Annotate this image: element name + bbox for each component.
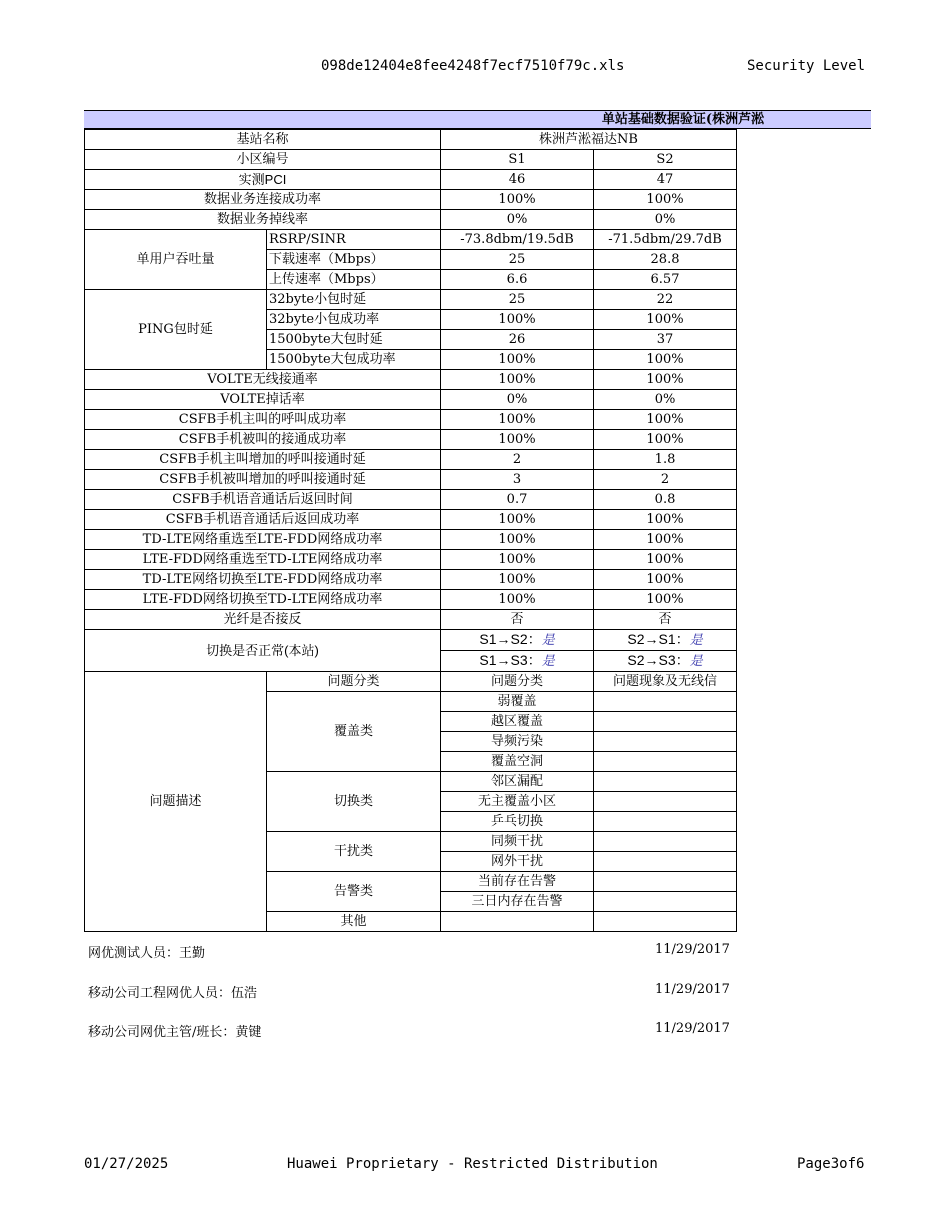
row-value-s1: 100% bbox=[441, 590, 594, 610]
signature-date: 11/29/2017 bbox=[655, 942, 730, 957]
row-label: 32byte小包成功率 bbox=[267, 310, 441, 330]
row-value-s2: 100% bbox=[594, 190, 737, 210]
row-value-s2: 0% bbox=[594, 210, 737, 230]
row-value-s2: 100% bbox=[594, 430, 737, 450]
problem-item: 邻区漏配 bbox=[441, 772, 594, 792]
problem-phenomenon-cell bbox=[594, 852, 737, 872]
signature-supervisor: 移动公司网优主管/班长：黄键 bbox=[88, 1025, 262, 1040]
table-row bbox=[85, 450, 737, 470]
table-row bbox=[85, 550, 737, 570]
table-row bbox=[85, 290, 737, 310]
row-label: 实测PCI bbox=[85, 170, 441, 190]
row-label: TD-LTE网络重选至LTE-FDD网络成功率 bbox=[85, 530, 441, 550]
problem-category: 告警类 bbox=[267, 872, 441, 912]
table-row bbox=[85, 610, 737, 630]
table-row bbox=[85, 630, 737, 651]
problem-phenomenon-cell bbox=[594, 872, 737, 892]
row-value-s1: 100% bbox=[441, 410, 594, 430]
station-label: 基站名称 bbox=[85, 130, 441, 150]
row-value-s1: 6.6 bbox=[441, 270, 594, 290]
row-label: CSFB手机被叫增加的呼叫接通时延 bbox=[85, 470, 441, 490]
problem-category: 干扰类 bbox=[267, 832, 441, 872]
row-value-s1: 25 bbox=[441, 250, 594, 270]
handover-s1-to-s2 bbox=[441, 630, 594, 651]
row-label: CSFB手机语音通话后返回时间 bbox=[85, 490, 441, 510]
problem-phenomenon-cell bbox=[594, 692, 737, 712]
table-row bbox=[85, 130, 737, 150]
row-label: LTE-FDD网络切换至TD-LTE网络成功率 bbox=[85, 590, 441, 610]
footer-page-number: Page3of6 bbox=[797, 1156, 865, 1172]
row-value-s1: 100% bbox=[441, 350, 594, 370]
table-row bbox=[85, 230, 737, 250]
table-row bbox=[85, 410, 737, 430]
row-value-s1: 0% bbox=[441, 210, 594, 230]
signature-date: 11/29/2017 bbox=[655, 1021, 730, 1036]
problem-category: 其他 bbox=[267, 912, 441, 932]
row-value-s1: 25 bbox=[441, 290, 594, 310]
problem-phenomenon-cell bbox=[594, 732, 737, 752]
cell-id-label: 小区编号 bbox=[85, 150, 441, 170]
table-row bbox=[85, 150, 737, 170]
row-value-s2: 否 bbox=[594, 610, 737, 630]
row-value-s2: 100% bbox=[594, 570, 737, 590]
table-row bbox=[85, 430, 737, 450]
row-label: 数据业务连接成功率 bbox=[85, 190, 441, 210]
table-row bbox=[85, 530, 737, 550]
row-value-s2: 100% bbox=[594, 410, 737, 430]
row-value-s1: -73.8dbm/19.5dB bbox=[441, 230, 594, 250]
problem-phenomenon-cell bbox=[594, 712, 737, 732]
row-value-s2: 28.8 bbox=[594, 250, 737, 270]
cell-s2: S2 bbox=[594, 150, 737, 170]
row-value-s1: 100% bbox=[441, 310, 594, 330]
signature-tester: 网优测试人员：王勤 bbox=[88, 946, 206, 961]
problem-item: 越区覆盖 bbox=[441, 712, 594, 732]
table-row bbox=[85, 190, 737, 210]
row-value-s2: 6.57 bbox=[594, 270, 737, 290]
row-value-s1: 0% bbox=[441, 390, 594, 410]
row-label: CSFB手机主叫的呼叫成功率 bbox=[85, 410, 441, 430]
problem-item: 乒乓切换 bbox=[441, 812, 594, 832]
header-filename: 098de12404e8fee4248f7ecf7510f79c.xls bbox=[321, 58, 625, 74]
signature-engineer: 移动公司工程网优人员：伍浩 bbox=[88, 986, 258, 1001]
row-value-s2: 0% bbox=[594, 390, 737, 410]
row-value-s2: 100% bbox=[594, 510, 737, 530]
row-label: 1500byte大包成功率 bbox=[267, 350, 441, 370]
handover-s2-to-s3 bbox=[594, 651, 737, 672]
row-value-s1: 2 bbox=[441, 450, 594, 470]
row-label: 1500byte大包时延 bbox=[267, 330, 441, 350]
row-value-s1: 100% bbox=[441, 430, 594, 450]
row-value-s1: 100% bbox=[441, 570, 594, 590]
row-value-s2: 47 bbox=[594, 170, 737, 190]
signature-date: 11/29/2017 bbox=[655, 982, 730, 997]
footer-classification: Huawei Proprietary - Restricted Distribution bbox=[287, 1156, 658, 1172]
handover-result: 是 bbox=[541, 654, 555, 669]
handover-result: 是 bbox=[689, 633, 703, 648]
row-value-s2: 0.8 bbox=[594, 490, 737, 510]
validation-table bbox=[84, 129, 737, 932]
problem-phenomenon-cell bbox=[594, 752, 737, 772]
row-value-s1: 否 bbox=[441, 610, 594, 630]
row-value-s2: 100% bbox=[594, 350, 737, 370]
handover-s2-to-s1 bbox=[594, 630, 737, 651]
row-value-s1: 3 bbox=[441, 470, 594, 490]
problem-category: 切换类 bbox=[267, 772, 441, 832]
row-value-s1: 46 bbox=[441, 170, 594, 190]
row-value-s1: 0.7 bbox=[441, 490, 594, 510]
handover-result: 是 bbox=[689, 654, 703, 669]
row-label: CSFB手机语音通话后返回成功率 bbox=[85, 510, 441, 530]
row-label: 32byte小包时延 bbox=[267, 290, 441, 310]
row-label: 数据业务掉线率 bbox=[85, 210, 441, 230]
station-value: 株洲芦淞福达NB bbox=[441, 130, 737, 150]
problem-phenomenon-cell bbox=[594, 792, 737, 812]
table-row bbox=[85, 672, 737, 692]
cell-s1: S1 bbox=[441, 150, 594, 170]
row-value-s2: 22 bbox=[594, 290, 737, 310]
ping-group-label: PING包时延 bbox=[85, 290, 267, 370]
row-label: VOLTE无线接通率 bbox=[85, 370, 441, 390]
table-row bbox=[85, 490, 737, 510]
handover-result: 是 bbox=[541, 633, 555, 648]
row-value-s1: 100% bbox=[441, 190, 594, 210]
table-row bbox=[85, 170, 737, 190]
problem-item: 无主覆盖小区 bbox=[441, 792, 594, 812]
table-row bbox=[85, 590, 737, 610]
row-value-s2: 2 bbox=[594, 470, 737, 490]
table-row bbox=[85, 570, 737, 590]
problem-item bbox=[441, 912, 594, 932]
handover-direction: S2→S1： bbox=[627, 631, 690, 647]
problem-phenomenon-cell bbox=[594, 812, 737, 832]
problem-item: 弱覆盖 bbox=[441, 692, 594, 712]
row-value-s2: 100% bbox=[594, 310, 737, 330]
problem-description-label: 问题描述 bbox=[85, 672, 267, 932]
row-label: LTE-FDD网络重选至TD-LTE网络成功率 bbox=[85, 550, 441, 570]
row-label: TD-LTE网络切换至LTE-FDD网络成功率 bbox=[85, 570, 441, 590]
handover-s1-to-s3 bbox=[441, 651, 594, 672]
row-value-s2: 100% bbox=[594, 590, 737, 610]
row-value-s2: 100% bbox=[594, 370, 737, 390]
row-label: CSFB手机被叫的接通成功率 bbox=[85, 430, 441, 450]
row-value-s1: 100% bbox=[441, 550, 594, 570]
sheet-title-banner bbox=[84, 110, 871, 129]
table-row bbox=[85, 470, 737, 490]
footer-date: 01/27/2025 bbox=[84, 1156, 169, 1172]
row-value-s1: 100% bbox=[441, 510, 594, 530]
problem-item: 网外干扰 bbox=[441, 852, 594, 872]
handover-direction: S2→S3： bbox=[627, 652, 690, 668]
row-value-s1: 100% bbox=[441, 370, 594, 390]
row-label: CSFB手机主叫增加的呼叫接通时延 bbox=[85, 450, 441, 470]
table-row bbox=[85, 210, 737, 230]
table-row bbox=[85, 510, 737, 530]
problem-item: 覆盖空洞 bbox=[441, 752, 594, 772]
row-value-s2: -71.5dbm/29.7dB bbox=[594, 230, 737, 250]
handover-direction: S1→S2： bbox=[479, 631, 542, 647]
problem-item: 三日内存在告警 bbox=[441, 892, 594, 912]
row-value-s1: 100% bbox=[441, 530, 594, 550]
row-label: VOLTE掉话率 bbox=[85, 390, 441, 410]
problem-category-header: 问题分类 bbox=[267, 672, 441, 692]
row-value-s2: 100% bbox=[594, 530, 737, 550]
row-label: 光纤是否接反 bbox=[85, 610, 441, 630]
handover-direction: S1→S3： bbox=[479, 652, 542, 668]
row-label: RSRP/SINR bbox=[267, 230, 441, 250]
handover-check-label: 切换是否正常(本站) bbox=[85, 630, 441, 672]
table-row bbox=[85, 390, 737, 410]
problem-phenomenon-header: 问题现象及无线信 bbox=[594, 672, 737, 692]
problem-category: 覆盖类 bbox=[267, 692, 441, 772]
row-value-s2: 100% bbox=[594, 550, 737, 570]
throughput-group-label: 单用户吞吐量 bbox=[85, 230, 267, 290]
header-security-level: Security Level bbox=[747, 58, 866, 74]
problem-item: 同频干扰 bbox=[441, 832, 594, 852]
row-value-s1: 26 bbox=[441, 330, 594, 350]
sheet-title: 单站基础数据验证(株洲芦淞 bbox=[601, 112, 765, 127]
problem-phenomenon-cell bbox=[594, 892, 737, 912]
table-row bbox=[85, 370, 737, 390]
problem-item: 当前存在告警 bbox=[441, 872, 594, 892]
problem-phenomenon-cell bbox=[594, 832, 737, 852]
problem-phenomenon-cell bbox=[594, 912, 737, 932]
row-label: 上传速率（Mbps） bbox=[267, 270, 441, 290]
row-value-s2: 1.8 bbox=[594, 450, 737, 470]
problem-subcategory-header: 问题分类 bbox=[441, 672, 594, 692]
row-label: 下载速率（Mbps） bbox=[267, 250, 441, 270]
problem-item: 导频污染 bbox=[441, 732, 594, 752]
problem-phenomenon-cell bbox=[594, 772, 737, 792]
row-value-s2: 37 bbox=[594, 330, 737, 350]
